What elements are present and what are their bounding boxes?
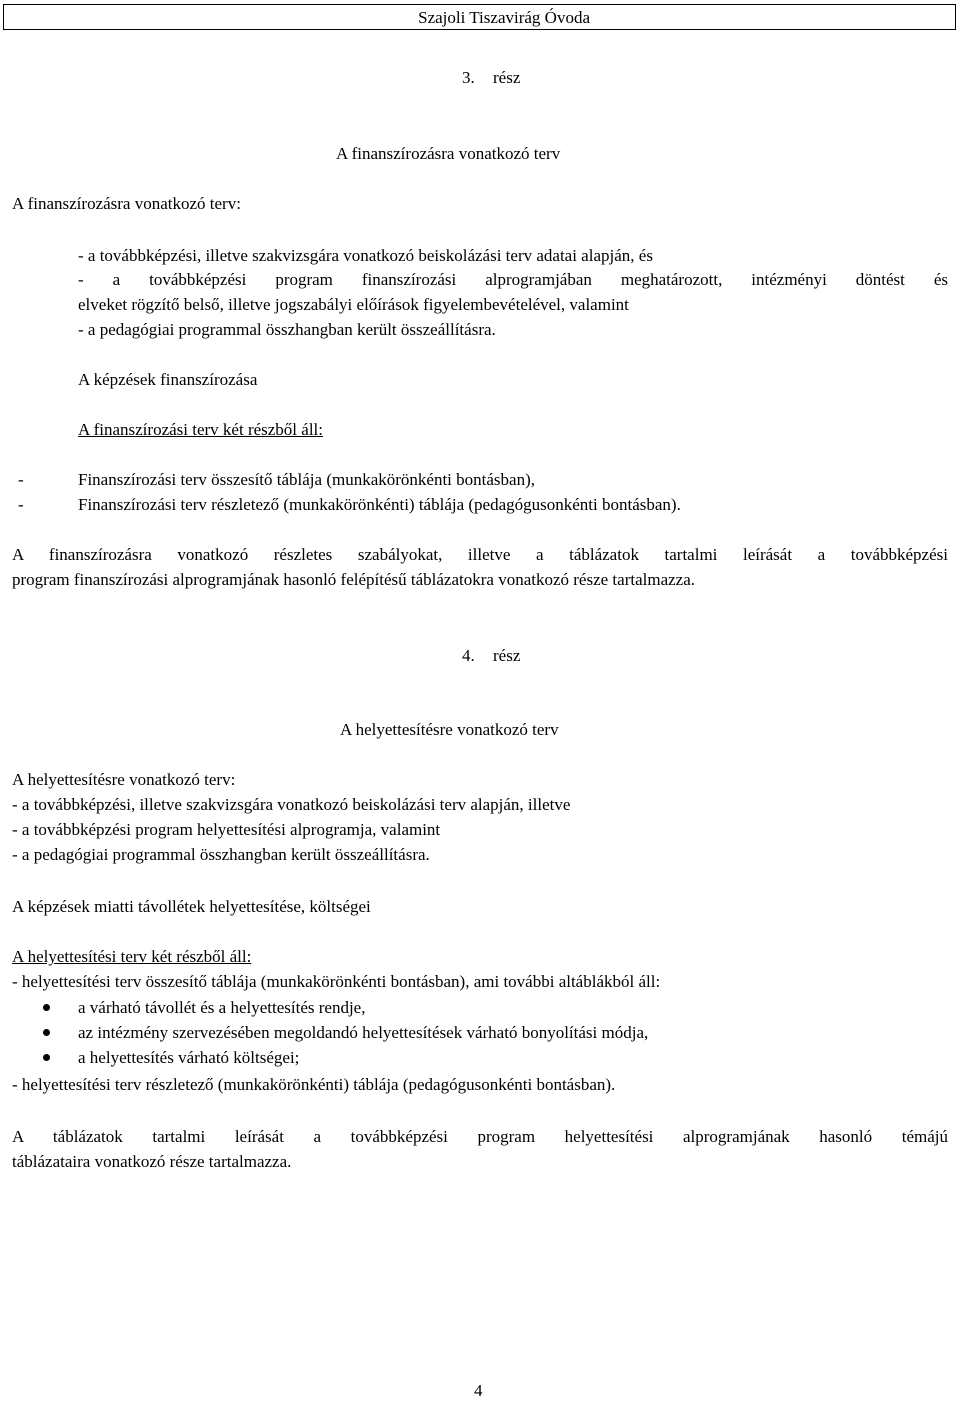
dash-marker: - [18,495,24,514]
finance-item: Finanszírozási terv összesítő táblája (munkakörönkénti bontásban), [78,470,535,489]
part3-intro-line: - a pedagógiai programmal összhangban került összeállításra. [78,320,496,339]
bullet-dot-icon [43,1004,50,1011]
finance-closing-line: A finanszírozásra vonatkozó részletes szabályokat, illetve a táblázatok tartalmi leírását a továbbképzési [12,545,948,564]
part3-number-heading [462,66,520,90]
finance-closing-line: program finanszírozási alprogramjának hasonló felépítésű táblázatokra vonatkozó része tartalmazza. [12,570,695,589]
part3-title: A finanszírozásra vonatkozó terv [336,144,561,163]
finance-two-parts-heading: A finanszírozási terv két részből áll: [78,420,323,439]
substitution-bullet: az intézmény szervezésében megoldandó helyettesítések várható bonyolítási módja, [78,1023,649,1042]
substitution-summary-line: - helyettesítési terv összesítő táblája (munkakörönkénti bontásban), ami további altáblákból áll: [12,972,661,991]
substitution-closing-line: táblázataira vonatkozó része tartalmazza. [12,1152,292,1171]
substitution-closing-line: A táblázatok tartalmi leírását a továbbképzési program helyettesítési alprogramjának hasonló témájú [12,1127,948,1146]
bullet-dot-icon [43,1054,50,1061]
trainings-heading: A képzések finanszírozása [78,370,258,389]
finance-item: Finanszírozási terv részletező (munkakörönkénti) táblája (pedagógusonkénti bontásban). [78,495,681,514]
part3-word: rész [493,68,521,87]
page-header [3,4,956,30]
part3-number: 3. [462,68,475,87]
substitution-detail-line: - helyettesítési terv részletező (munkakörönkénti) táblája (pedagógusonkénti bontásban). [12,1075,616,1094]
part4-number: 4. [462,646,475,665]
part4-intro-line: - a továbbképzési program helyettesítési alprogramja, valamint [12,820,441,839]
part3-intro-line: elveket rögzítő belső, illetve jogszabályi előírások figyelembevételével, valamint [78,295,629,314]
part3-intro-line: - a továbbképzési, illetve szakvizsgára vonatkozó beiskolázási terv adatai alapján, és [78,246,653,265]
page-number: 4 [474,1381,483,1400]
part4-intro-line: - a továbbképzési, illetve szakvizsgára vonatkozó beiskolázási terv alapján, illetve [12,795,571,814]
part4-intro-line: A helyettesítésre vonatkozó terv: [12,770,236,789]
institution-name: Szajoli Tiszavirág Óvoda [418,8,590,27]
part4-title: A helyettesítésre vonatkozó terv [340,720,559,739]
dash-marker: - [18,470,24,489]
part4-number-heading [462,644,520,668]
substitution-bullet: a várható távollét és a helyettesítés rendje, [78,998,366,1017]
absence-heading: A képzések miatti távollétek helyettesítése, költségei [12,897,371,916]
part4-word: rész [493,646,521,665]
part4-intro-line: - a pedagógiai programmal összhangban került összeállításra. [12,845,430,864]
substitution-two-parts-heading: A helyettesítési terv két részből áll: [12,947,252,966]
bullet-dot-icon [43,1029,50,1036]
part3-intro-line: - a továbbképzési program finanszírozási alprogramjában meghatározott, intézményi döntést és [78,270,948,289]
substitution-bullet: a helyettesítés várható költségei; [78,1048,300,1067]
part3-intro-label: A finanszírozásra vonatkozó terv: [12,194,241,213]
